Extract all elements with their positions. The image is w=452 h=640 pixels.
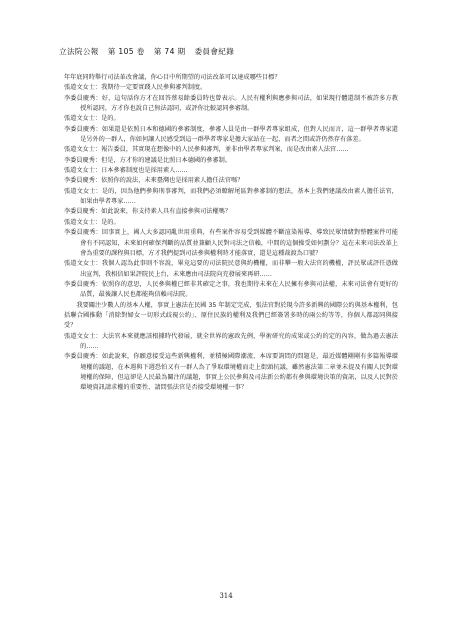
paragraph: 李委員慶秀：如果還是依照日本和德國的參審制度，參審人員是由一群學者專家組成，但對人民而言，這一群學者專家還是另外的一群人，你如何讓人民感受到這一群學者專家是擔大家站在一起，而者之間或許仍然存有落差。 (64, 125, 398, 144)
page-header (59, 46, 243, 57)
paragraph: 李委員慶秀：如此說來，你支持素人具有直接參與司法權嗎？ (64, 208, 232, 216)
volume-number: 第 105 卷 (107, 47, 145, 56)
paragraph: 李委員慶秀：好，這句話你方才在回答蔡易餘委員時也曾表示。人民有權利與應參與司法，如果現行體還制不被許多方教授所認同，方才你也說自己無法認同，或評你比較認同參審制。 (64, 94, 398, 113)
paragraph: 張道文女士：是的，因為他們參與刑事審判，而我們必須瞭解尾區對參審制的想法，基本上我們建議改由素人擔任法官，如果由學者專家…… (64, 187, 398, 206)
paragraph: 我要關注少數人的基本人權，事實上憲法在民國 35 年制定完成，張法官對於現今許多新興的國際公約與基本權利，包括聯合國推動「消除對婦女一切形式歧視公約」、原住民族的權利及我們已經簽署多時的兩公約等等，你個人都認同與接受？ (64, 301, 398, 330)
paragraph: 李委員慶秀：回事實上，國人大多認同亂世用重典，有些案件容易受到媒體不斷渲染報導，導致民眾情緒對整體案件可能會有不同認知，未來如何確保判斷的品質並兼顧人民對司法之信賴，中間的這個操受如何劃分？這在未來司法改革上會為重要的課程與目標，方才我們提到司法參與權利時才能落實，還是這種裁渡為口號？ (64, 229, 398, 257)
transcript-body (64, 73, 398, 394)
paragraph: 張道文女士：是的。 (64, 218, 120, 226)
paragraph: 張道文女士：是的。 (64, 115, 120, 123)
paragraph: 張道文女士：報告委員，其實現在想像中的人民參與審判，並非由學者專家判案，而是改由素人法官…… (64, 146, 349, 154)
page-number: 314 (219, 592, 233, 600)
paragraph: 李委員慶秀：依照你的說法，未來臺灣也是採用素人擔任法官嗎？ (64, 177, 244, 185)
paragraph: 張道文女士：我個人認為此事則不容說，畢竟這要的司法院民意與約機權，而非攀一般大法官的機權，評民眾或評任憑做出宣判，我相信如果評院民上台，未來應由司法院向充發展來再研…… (64, 260, 398, 278)
section-title: 委員會紀錄 (194, 47, 235, 56)
paragraph: 李委員慶秀：依照你的意思，人民參與權已經非其確定之事，我也期待未來在人民擁有參與司法權，未來司法會有更好的品質，最後讓人民也都能夠信賴司法院。 (64, 280, 398, 299)
paragraph: 張道文女士：日本參審制度也是採用素人…… (64, 167, 188, 175)
paragraph: 李委員慶秀：如此說來，你願意接受這些新興權利，並積極國際潮流、本席要詢問的問題是，最近媒體剛剛有多篇報導環境權的議題，在本週與下週恐怕又有一群人為了爭取環境權而走上街頭抗議，雖然憲法第二章並未提及有關人民對環境權的保障，但這卻是人民最為關注的議題，事實上公民參與及司法新公約都有參與環境決策的資訊，以及人民對於環境資訊請求權的重要性，請問張法官是否接受環境權一事？ (64, 353, 398, 392)
publication-name: 立法院公報 (59, 47, 99, 56)
paragraph: 張道文女士：我期待一定要實踐人民參與審判制度。 (64, 84, 207, 92)
issue-number: 第 74 期 (153, 47, 186, 56)
paragraph: 年年底同時舉行司法革改會議，你心目中所期望的司法改革可以達成哪些目標？ (64, 74, 281, 81)
paragraph: 張道文女士：大法官本來就應該根據時代發展，就全世界的憲政先例，學術研究的成果或公約的定的內容，做為過去憲法的…… (64, 332, 398, 350)
paragraph: 李委員慶秀：但是，方才你的建議是比照日本德國的參審制。 (64, 156, 232, 164)
